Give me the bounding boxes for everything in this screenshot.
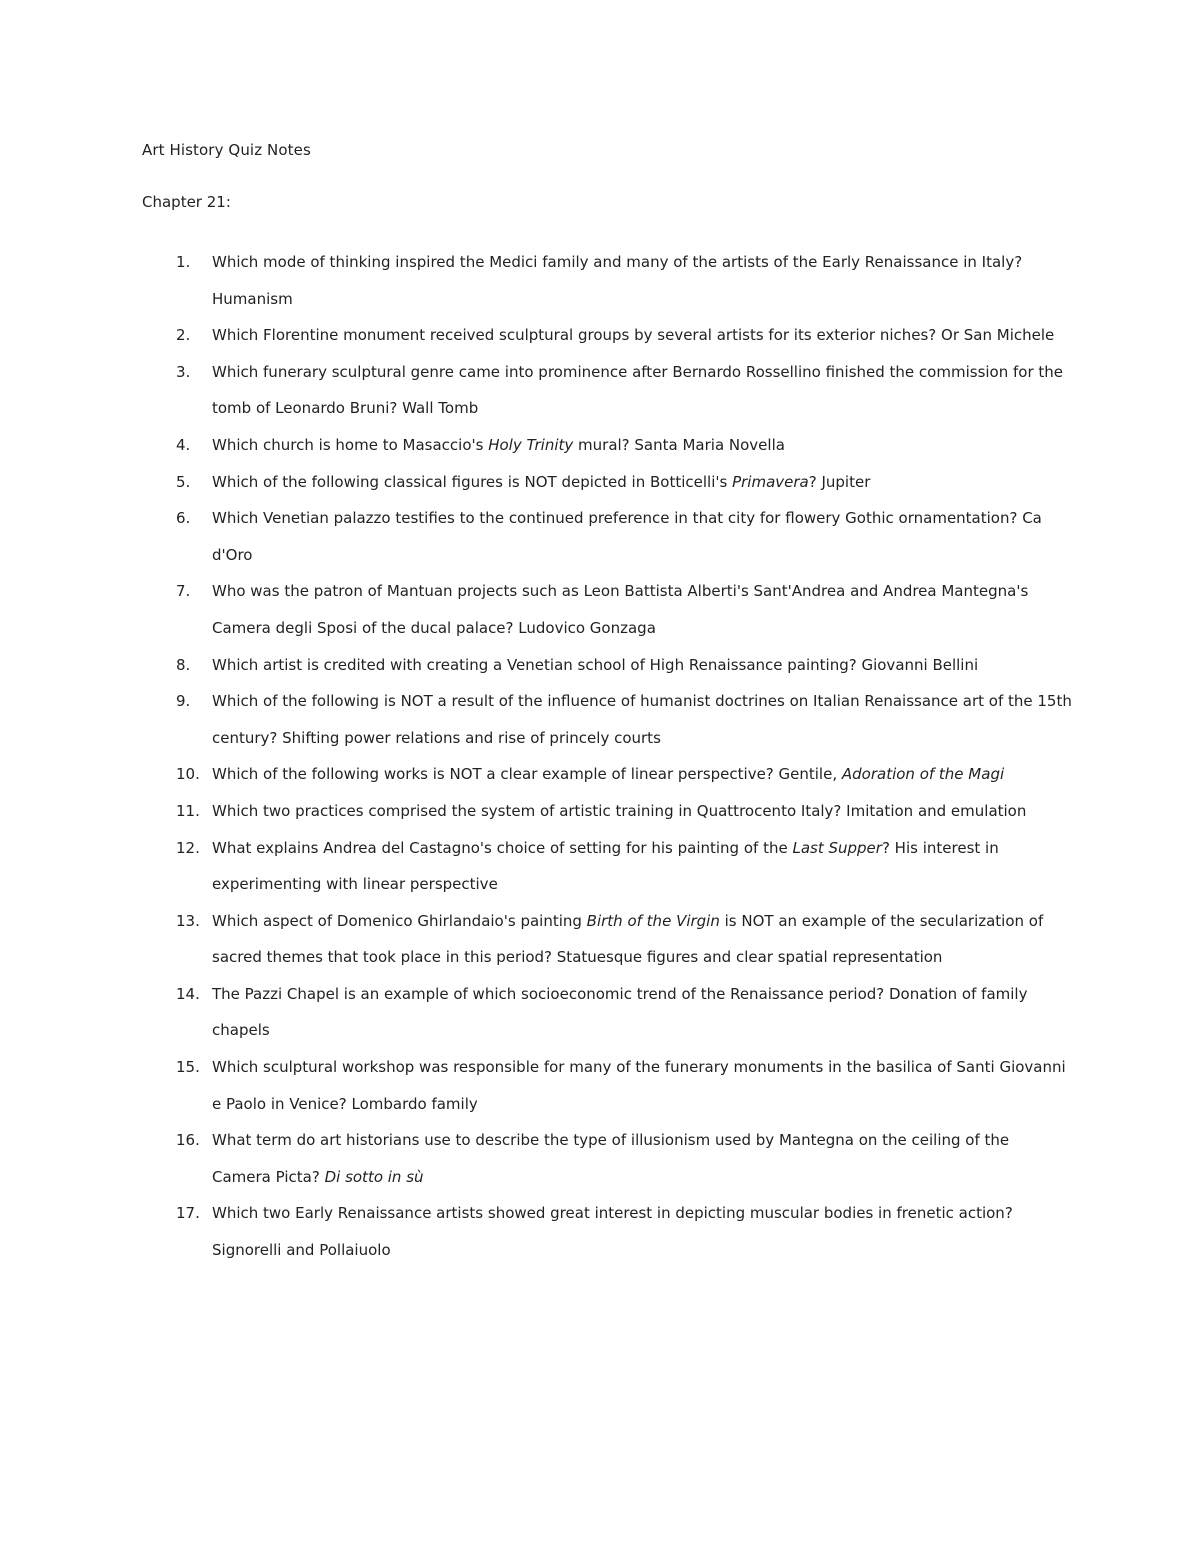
list-item-text — [212, 839, 999, 894]
text-run: What term do art historians use to describe the type of illusionism used by Mantegna on the ceiling of the Camera Picta? — [212, 1131, 1010, 1186]
text-run: Which two practices comprised the system of artistic training in Quattrocento Italy? Imitation and emulation — [212, 801, 1027, 820]
document-title: Art History Quiz Notes — [142, 141, 311, 159]
list-item-number: 8. — [176, 655, 191, 674]
list-item-number: 4. — [176, 435, 191, 454]
list-item — [142, 976, 1072, 1049]
italic-title: Adoration of the Magi — [841, 765, 1005, 784]
list-item-text — [212, 436, 785, 454]
list-item-text — [212, 473, 870, 491]
list-item-number: 15. — [176, 1058, 200, 1077]
text-run: Who was the patron of Mantuan projects such as Leon Battista Alberti's Sant'Andrea and Andrea Mantegna's Camera degli Sposi of the ducal palace? Ludovico Gonzaga — [212, 582, 1029, 637]
text-run: Which of the following works is NOT a clear example of linear perspective? Gentile, — [212, 765, 842, 784]
list-item-number: 6. — [176, 509, 191, 528]
list-item-number: 16. — [176, 1131, 200, 1150]
text-run: mural? Santa Maria Novella — [573, 435, 785, 454]
list-item-number: 1. — [176, 253, 191, 271]
text-run: ? His interest in experimenting with linear perspective — [212, 838, 999, 894]
list-item-number: 5. — [176, 472, 191, 491]
text-run: Which sculptural workshop was responsible for many of the funerary monuments in the basilica of Santi Giovanni e Paolo in Venice? Lombardo family — [212, 1058, 1066, 1113]
list-item-text — [212, 656, 978, 674]
list-item-text — [212, 1058, 1066, 1113]
list-item-number: 14. — [176, 984, 200, 1003]
chapter-heading: Chapter 21: — [142, 193, 231, 211]
text-run: Which Venetian palazzo testifies to the continued preference in that city for flowery Gothic ornamentation? Ca d'Oro — [212, 509, 1042, 564]
italic-title: Primavera — [732, 472, 809, 491]
list-item-number: 12. — [176, 838, 200, 857]
list-item-text — [212, 765, 1004, 783]
list-item — [142, 573, 1072, 646]
list-item-number: 2. — [176, 326, 191, 345]
question-list — [142, 244, 1072, 1269]
list-item — [142, 1049, 1072, 1122]
list-item — [142, 830, 1072, 903]
list-item-number: 9. — [176, 692, 191, 711]
text-run: The Pazzi Chapel is an example of which socioeconomic trend of the Renaissance period? Donation of family chapels — [212, 984, 1028, 1040]
list-item-text — [212, 1131, 1009, 1186]
list-item-text — [212, 326, 1054, 344]
list-item — [142, 647, 1072, 684]
list-item-number: 3. — [176, 362, 191, 381]
text-run: ? Jupiter — [808, 472, 871, 491]
list-item-text — [212, 802, 1026, 820]
text-run: Which of the following classical figures is NOT depicted in Botticelli's — [212, 472, 733, 491]
text-run: Which mode of thinking inspired the Medici family and many of the artists of the Early Renaissance in Italy? Humanism — [212, 253, 1023, 308]
italic-title: Birth of the Virgin — [586, 911, 720, 930]
italic-title: Last Supper — [792, 838, 882, 857]
list-item — [142, 903, 1072, 976]
italic-title: Holy Trinity — [488, 435, 574, 454]
list-item — [142, 756, 1072, 793]
list-item-text — [212, 985, 1027, 1040]
text-run: Which Florentine monument received sculptural groups by several artists for its exterior niches? Or San Michele — [212, 326, 1055, 345]
list-item — [142, 683, 1072, 756]
list-item-text — [212, 1204, 1013, 1259]
list-item-text — [212, 582, 1028, 637]
list-item-text — [212, 692, 1072, 747]
list-item — [142, 244, 1072, 317]
list-item — [142, 1122, 1072, 1195]
list-item — [142, 793, 1072, 830]
list-item — [142, 427, 1072, 464]
list-item — [142, 464, 1072, 501]
text-run: Which two Early Renaissance artists showed great interest in depicting muscular bodies in frenetic action? Signorelli and Pollaiuolo — [212, 1204, 1013, 1260]
list-item — [142, 354, 1072, 427]
list-item-text — [212, 363, 1063, 418]
italic-title: Di sotto in sù — [324, 1167, 424, 1186]
list-item-text — [212, 509, 1042, 564]
list-item-number: 13. — [176, 911, 200, 930]
text-run: Which aspect of Domenico Ghirlandaio's painting — [212, 911, 587, 930]
list-item — [142, 317, 1072, 354]
list-item-number: 17. — [176, 1204, 200, 1223]
list-item — [142, 500, 1072, 573]
list-item — [142, 1195, 1072, 1268]
text-run: Which church is home to Masaccio's — [212, 435, 489, 454]
list-item-text — [212, 253, 1022, 308]
list-item-number: 11. — [176, 801, 200, 820]
list-item-number: 7. — [176, 582, 191, 601]
list-item-number: 10. — [176, 765, 200, 784]
text-run: What explains Andrea del Castagno's choice of setting for his painting of the — [212, 838, 793, 857]
list-item-text — [212, 912, 1043, 967]
text-run: Which artist is credited with creating a Venetian school of High Renaissance painting? Giovanni Bellini — [212, 655, 979, 674]
text-run: Which funerary sculptural genre came into prominence after Bernardo Rossellino finished the commission for the tomb of Leonardo Bruni? Wall Tomb — [212, 362, 1064, 418]
text-run: is NOT an example of the secularization of sacred themes that took place in this period? Statuesque figures and clear spatial representation — [212, 911, 1044, 967]
text-run: Which of the following is NOT a result of the influence of humanist doctrines on Italian Renaissance art of the 15th century? Shifting power relations and rise of princely courts — [212, 692, 1072, 747]
